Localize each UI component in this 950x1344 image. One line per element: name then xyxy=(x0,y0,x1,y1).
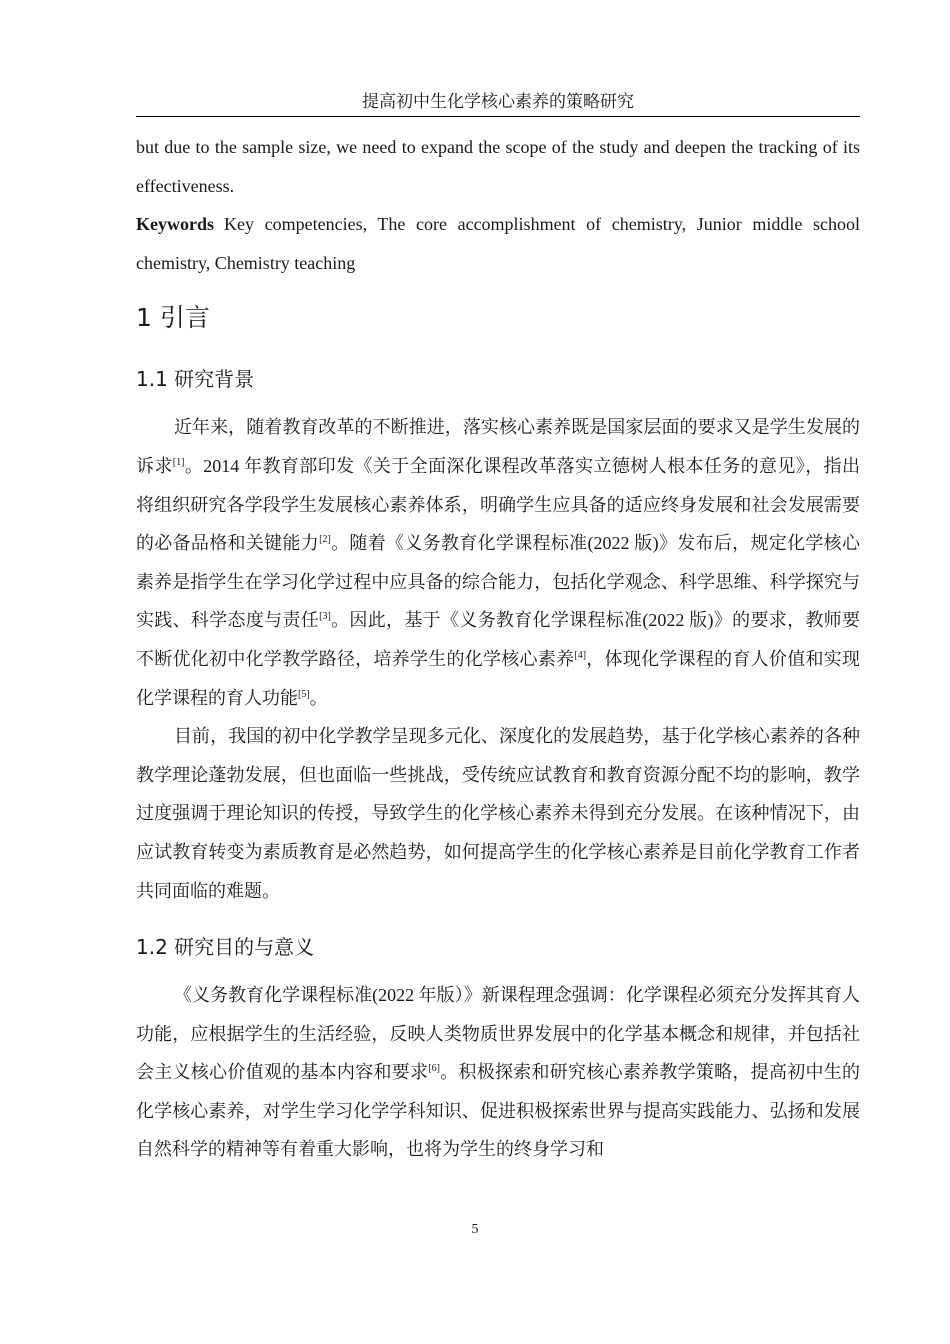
text-run: 。随着《义务教育化学课程标准(2022 版)》发布后，规定化学核心素养是指学生在学习化学过程中应具备的综合能力，包括化学观念、科学思维、科学探究与实践、科学态度与责任 xyxy=(136,533,860,631)
section-heading-introduction: 1 引言 xyxy=(136,303,210,333)
citation-ref: [3] xyxy=(319,611,331,623)
paragraph-purpose-1 xyxy=(136,976,860,1169)
keywords-label: Keywords xyxy=(136,214,214,235)
text-run: 近年来，随着教育改革的不断推进，落实核心素养既是国家层面的要求又是学生发展的诉求 xyxy=(136,417,860,476)
citation-ref: [2] xyxy=(319,534,331,546)
keywords-line xyxy=(136,205,860,282)
citation-ref: [6] xyxy=(428,1063,440,1075)
text-run: 。2014 年教育部印发《关于全面深化课程改革落实立德树人根本任务的意见》，指出将组织研究各学段学生发展核心素养体系，明确学生应具备的适应终身发展和社会发展需要的必备品格和关键能力 xyxy=(136,455,860,554)
page-body xyxy=(136,128,860,1169)
abstract-tail: but due to the sample size, we need to expand the scope of the study and deepen the tracking of its effectiveness. xyxy=(136,137,860,196)
text-run: 。 xyxy=(309,687,328,708)
text-run: ，体现化学课程的育人价值和实现化学课程的育人功能 xyxy=(136,648,861,708)
text-run: 《义务教育化学课程标准(2022 年版）》新课程理念强调：化学课程必须充分发挥其育人功能，应根据学生的生活经验，反映人类物质世界发展中的化学基本概念和规律，并包括社会主义核心价值观的基本内容和要求 xyxy=(136,985,860,1083)
citation-ref: [1] xyxy=(172,456,185,468)
subsection-heading-purpose: 1.2 研究目的与意义 xyxy=(136,935,315,960)
paragraph-background-1 xyxy=(136,408,860,717)
keywords-text: Key competencies, The core accomplishment of chemistry, Junior middle school chemistry, Chemistry teaching xyxy=(136,214,860,273)
subsection-heading-background: 1.1 研究背景 xyxy=(136,367,255,392)
page-number: 5 xyxy=(471,1222,479,1237)
text-run: 。因此，基于《义务教育化学课程标准(2022 版)》的要求，教师要不断优化初中化学教学路径，培养学生的化学核心素养 xyxy=(136,610,860,669)
citation-ref: [5] xyxy=(298,688,310,700)
paragraph-background-2: 目前，我国的初中化学教学呈现多元化、深度化的发展趋势，基于化学核心素养的各种教学理论蓬勃发展，但也面临一些挑战，受传统应试教育和教育资源分配不均的影响，教学过度强调于理论知识的传授，导致学生的化学核心素养未得到充分发展。在该种情况下，由应试教育转变为素质教育是必然趋势，如何提高学生的化学核心素养是目前化学教育工作者共同面临的难题。 xyxy=(136,726,860,901)
citation-ref: [4] xyxy=(574,649,587,661)
running-header: 提高初中生化学核心素养的策略研究 xyxy=(136,90,860,117)
text-run: 。积极探索和研究核心素养教学策略，提高初中生的化学核心素养，对学生学习化学学科知识、促进积极探索世界与提高实践能力、弘扬和发展自然科学的精神等有着重大影响，也将为学生的终身学习和 xyxy=(136,1062,861,1160)
